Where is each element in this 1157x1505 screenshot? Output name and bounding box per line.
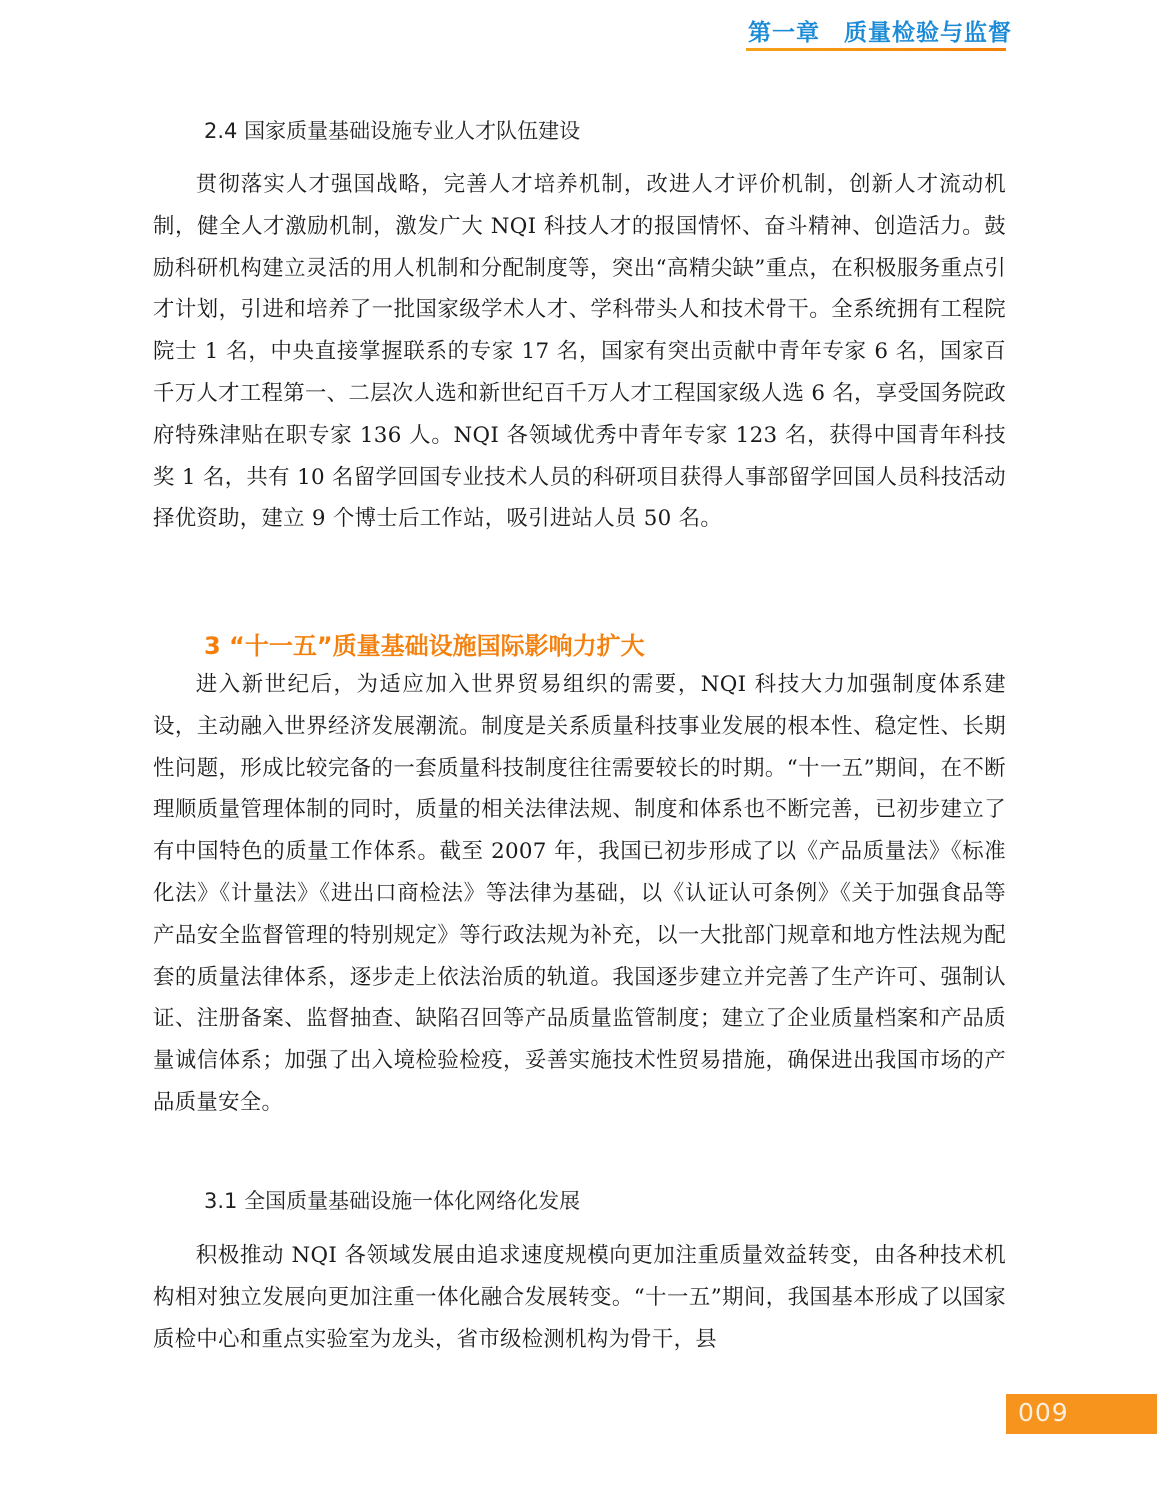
subsection-heading-3-1: 3.1 全国质量基础设施一体化网络化发展 <box>204 1189 581 1213</box>
body-paragraph-3: 进入新世纪后，为适应加入世界贸易组织的需要，NQI 科技大力加强制度体系建设，主动融入世界经济发展潮流。制度是关系质量科技事业发展的根本性、稳定性、长期性问题，形成比较完备的一套质量科技制度往往需要较长的时期。“十一五”期间，在不断理顺质量管理体制的同时，质量的相关法律法规、制度和体系也不断完善，已初步建立了有中国特色的质量工作体系。截至 2007 年，我国已初步形成了以《产品质量法》《标准化法》《计量法》《进出口商检法》等法律为基础，以《认证认可条例》《关于加强食品等产品安全监督管理的特别规定》等行政法规为补充，以一大批部门规章和地方性法规为配套的质量法律体系，逐步走上依法治质的轨道。我国逐步建立并完善了生产许可、强制认证、注册备案、监督抽查、缺陷召回等产品质量监管制度；建立了企业质量档案和产品质量诚信体系；加强了出入境检验检疫，妥善实施技术性贸易措施，确保进出我国市场的产品质量安全。 <box>153 672 1006 1115</box>
header-divider <box>746 48 1006 51</box>
chapter-title: 第一章 质量检验与监督 <box>748 20 1012 46</box>
page-number-box <box>1006 1394 1157 1434</box>
page-number: 009 <box>1018 1398 1069 1427</box>
body-paragraph-3-1: 积极推动 NQI 各领域发展由追求速度规模向更加注重质量效益转变，由各种技术机构相对独立发展向更加注重一体化融合发展转变。“十一五”期间，我国基本形成了以国家质检中心和重点实验室为龙头，省市级检测机构为骨干，县 <box>153 1243 1006 1352</box>
body-paragraph-2-4: 贯彻落实人才强国战略，完善人才培养机制，改进人才评价机制，创新人才流动机制，健全人才激励机制，激发广大 NQI 科技人才的报国情怀、奋斗精神、创造活力。鼓励科研机构建立灵活的用人机制和分配制度等，突出“高精尖缺”重点，在积极服务重点引才计划，引进和培养了一批国家级学术人才、学科带头人和技术骨干。全系统拥有工程院院士 1 名，中央直接掌握联系的专家 17 名，国家有突出贡献中青年专家 6 名，国家百千万人才工程第一、二层次人选和新世纪百千万人才工程国家级人选 6 名，享受国务院政府特殊津贴在职专家 136 人。NQI 各领域优秀中青年专家 123 名，获得中国青年科技奖 1 名，共有 10 名留学回国专业技术人员的科研项目获得人事部留学回国人员科技活动择优资助，建立 9 个博士后工作站，吸引进站人员 50 名。 <box>153 172 1006 532</box>
subsection-heading-2-4: 2.4 国家质量基础设施专业人才队伍建设 <box>204 119 581 143</box>
section-heading-3: 3 “十一五”质量基础设施国际影响力扩大 <box>204 632 645 660</box>
